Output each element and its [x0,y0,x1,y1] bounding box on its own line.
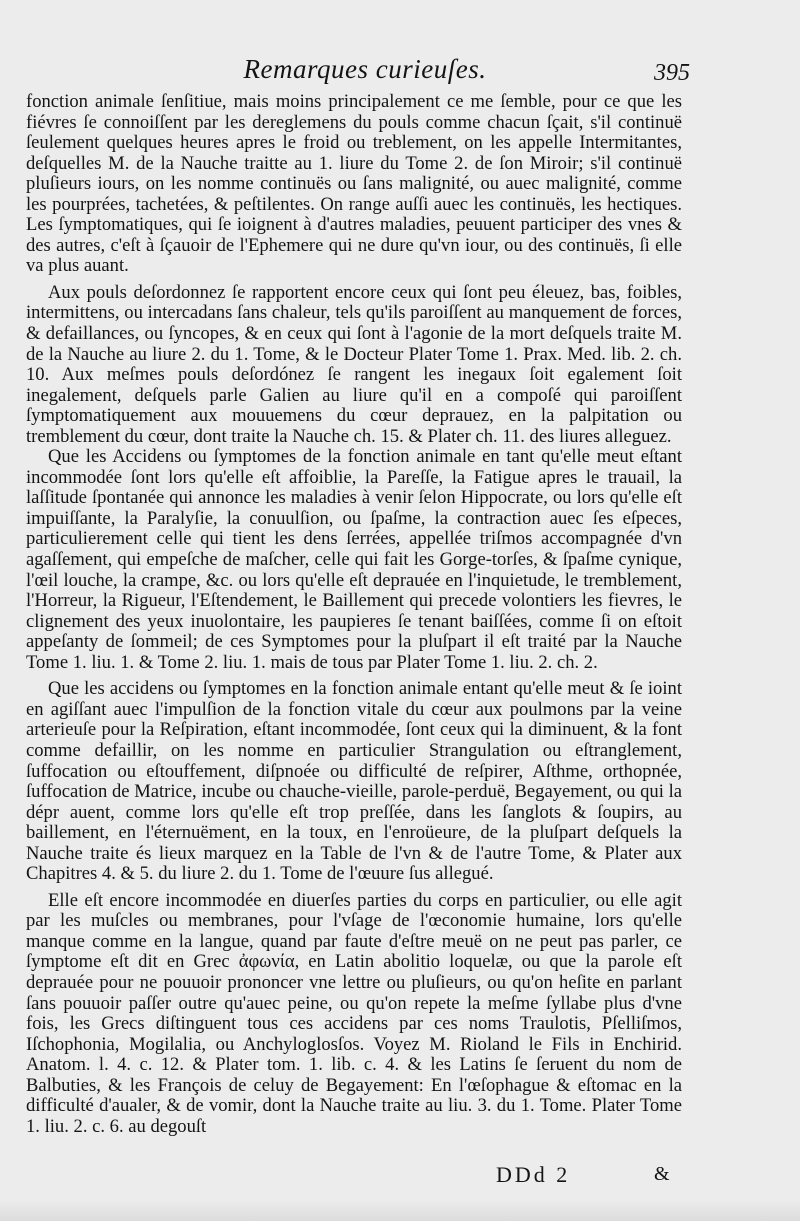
paragraph: Aux pouls deſordonnez ſe rapportent encore ceux qui ſont peu éleuez, bas, foibles, intermittens, ou intercadans ſans chaleur, tels qu'ils paroiſſent au manquement de forces, & defaillances, ou ſyncopes, & en ceux qui ſont à l'agonie de la mort deſquels traite M. de la Nauche au liure 2. du 1. Tome, & le Docteur Plater Tome 1. Prax. Med. lib. 2. ch. 10. Aux meſmes pouls deſordónez ſe rangent les inegaux ſoit egalement ſoit inegalement, deſquels parle Galien au liure qu'il en a compoſé qui paroiſſent ſymptomatiquement aux mouuemens du cœur deprauez, en la palpitation ou tremblement du cœur, dont traite la Nauche ch. 15. & Plater ch. 11. des liures alleguez. [26,281,682,447]
paragraph: Elle eſt encore incommodée en diuerſes parties du corps en particulier, ou elle agit par les muſcles ou membranes, pour l'vſage de l'œconomie humaine, lors qu'elle manque comme en la langue, quand par faute d'eſtre meuë on ne peut pas parler, ce ſymptome eſt dit en Grec ἀφωνία, en Latin abolitio loquelæ, ou que la parole eſt deprauée pour ne pouuoir prononcer vne lettre ou pluſieurs, ou qu'on heſite en parlant ſans pouuoir paſſer outre qu'auec peine, ou qu'on repete la meſme ſyllabe plus d'vne fois, les Grecs diſtinguent tous ces accidens par ces noms Traulotis, Pſelliſmos, Iſchophonia, Mogilalia, ou Anchyloglosſos. Voyez M. Rioland le Fils in Enchirid. Anatom. l. 4. c. 12. & Plater tom. 1. lib. c. 4. & les Latins ſe ſeruent du nom de Balbuties, & les François de celuy de Begayement: En l'œſophague & eſtomac en la difficulté d'aualer, & de vomir, dont la Nauche traite au liu. 3. du 1. Tome. Plater Tome 1. liu. 2. c. 6. au degouſt [26,889,682,1137]
signature-mark: DDd 2 [496,1162,571,1187]
catchword: & [654,1163,670,1185]
paragraph: Que les Accidens ou ſymptomes de la fonction animale en tant qu'elle meut eſtant incommodée ſont lors qu'elle eſt affoiblie, la Pareſſe, la Fatigue apres le trauail, la laſſitude ſpontanée qui annonce les maladies à venir ſelon Hippocrate, ou lors qu'elle eſt impuiſſante, la Paralyſie, la conuulſion, ou ſpaſme, la contraction auec ſes eſpeces, particulierement celle qui tient les dens ſerrées, appellée triſmos accompagnée d'vn agaſſement, qui empeſche de maſcher, celle qui fait les Gorge-torſes, & ſpaſme cynique, l'œil louche, la crampe, &c. ou lors qu'elle eſt deprauée en l'inquietude, le tremblement, l'Horreur, la Rigueur, l'Eſtendement, le Baillement qui precede volontiers les fievres, le clignement des yeux inuolontaire, les paupieres ſe tenant baiſſées, comme ſi on eſtoit appeſanty de ſommeil; de ces Symptomes pour la pluſpart il eſt traité par la Nauche Tome 1. liu. 1. & Tome 2. liu. 1. mais de tous par Plater Tome 1. liu. 2. ch. 2. [26,446,682,673]
page-edge [0,1200,800,1221]
running-head [0,48,800,92]
paragraph: Que les accidens ou ſymptomes en la fonction animale entant qu'elle meut & ſe ioint en agiſſant auec l'impulſion de la fonction vitale du cœur aux poulmons par la veine arterieuſe pour la Reſpiration, eſtant incommodée, ſont ceux qui la diminuent, & la font comme defaillir, on les nomme en particulier Strangulation ou eſtranglement, ſuffocation ou eſtouffement, diſpnoée ou difficulté de reſpirer, Aſthme, orthopnée, ſuffocation de Matrice, incube ou chauche-vieille, parole-perduë, Begayement, ou qui la dépr auent, comme lors qu'elle eſt trop preſſée, dans les ſanglots & ſoupirs, au baillement, en l'éternuëment, en la toux, en l'enroüeure, de la pluſpart deſquels la Nauche traite és lieux marquez en la Table de l'vn & de l'autre Tome, & Plater aux Chapitres 4. & 5. du liure 2. du 1. Tome de l'œuure ſus allegué. [26,678,682,885]
page-number: 395 [654,60,690,86]
running-title: Remarques curieuſes. [243,54,487,84]
paragraph-continued: fonction animale ſenſitiue, mais moins principalement ce me ſemble, pour ce que les fiévres ſe connoiſſent par les dereglemens du pouls comme chacun ſçait, s'il continuë ſeulement quelques heures apres le froid ou treblement, on les appelle Intermitantes, deſquelles M. de la Nauche traitte au 1. liure du Tome 2. de ſon Miroir; s'il continuë pluſieurs iours, on les nomme continuës ou ſans malignité, ou auec malignité, comme les pourprées, tachetées, & peſtilentes. On range auſſi auec les continuës, les hectiques. Les ſymptomatiques, qui ſe ioignent à d'autres maladies, peuuent participer des vnes & des autres, c'eſt à ſçauoir de l'Ephemere qui ne dure qu'vn iour, ou des continuës, ſi elle va plus auant. [26,91,682,277]
body-text [26,92,682,1137]
